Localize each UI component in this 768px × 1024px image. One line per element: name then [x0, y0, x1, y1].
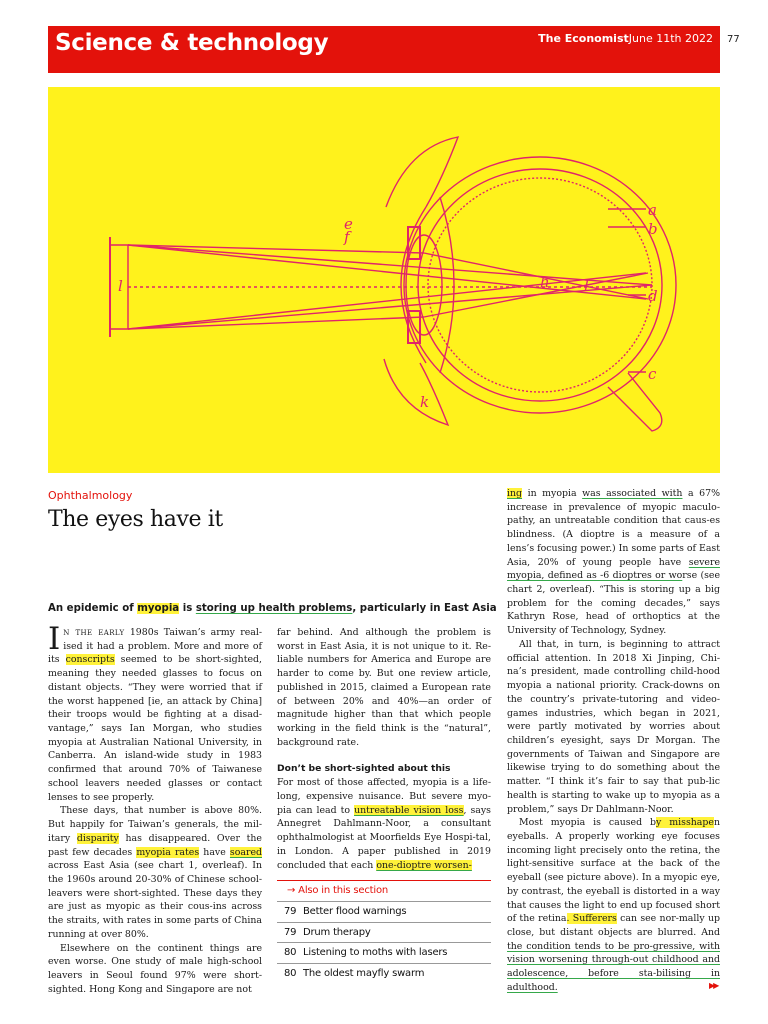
text-run: For most of those affected, myopia is a life-long, expensive nuisance. But severe myo-pia can lead to [277, 777, 491, 816]
label-e: e [344, 215, 353, 233]
highlighted-text: . Sufferers [566, 913, 617, 925]
page-number: 77 [727, 34, 740, 45]
highlighted-underlined-text: untreatable vision loss [354, 804, 464, 816]
text-run: 1980s Taiwan’s army real-ised it had a problem. More and more of its [48, 627, 262, 666]
paragraph-1-text [48, 621, 262, 803]
highlighted-text: myopia [137, 603, 180, 614]
text-run: These days, that number is above 80%. But happily for Taiwan’s generals, the mil-itary [48, 805, 262, 844]
paragraph-6 [507, 487, 720, 638]
publication-name: The Economist [538, 32, 629, 45]
article-headline: The eyes have it [48, 507, 223, 532]
article-column-1 [48, 621, 262, 996]
text-run: Most myopia is caused b [519, 817, 657, 829]
text-run: , particularly in East Asia [352, 603, 497, 614]
label-h: h [540, 273, 550, 291]
paragraph-2 [48, 804, 262, 941]
highlighted-text: conscripts [65, 654, 115, 666]
text-run: is [179, 603, 196, 614]
paragraph-1 [48, 621, 262, 804]
highlighted-text: y misshape [656, 817, 714, 829]
text-run: seemed to be short-sighted, meaning they needed glasses to focus on distant objects. “They were worried that if the worst happened [ie, an attack by China] their troops would be fighting at a disad-vantage,” says Ian Morgan, who studies myopia at Australian National University, in Canberra. An island-wide study in 1983 confirmed that around 70% of Taiwanese school leavers needed glasses or contact lenses to see properly. [48, 654, 262, 803]
text-run: All that, in turn, is beginning to attract official attention. In 2018 Xi Jinping, Chi-na’s president, made controlling child-hood myopia a national priority. Crack-downs on the country’s private-tutoring and video-games industries, which began in 2021, were partly motivated by worries about children’s eyesight, says Dr Morgan. The governments of Taiwan and Singapore are likewise trying to do something about the matter. “I think it’s fair to say that pub-lic health is starting to wake up to myopia as a problem,” says Dr Dahlmann-Noor. [507, 638, 720, 815]
highlighted-underlined-text: one-dioptre worsen- [376, 859, 472, 871]
section-link[interactable] [277, 902, 491, 923]
section-link-page: 80 [284, 947, 297, 958]
label-b: b [648, 220, 658, 238]
section-banner [48, 26, 720, 73]
issue-date: June 11th 2022 [628, 32, 713, 45]
publication-dateline [538, 32, 713, 45]
article-standfirst [48, 603, 497, 614]
section-link-page: 79 [284, 926, 297, 938]
paragraph-4 [277, 626, 491, 749]
article-column-2 [277, 626, 491, 872]
section-title: Science & technology [55, 30, 329, 56]
section-link-title: Drum therapy [303, 926, 371, 938]
underlined-text: the condition tends to be pro-gressive, with vision worsening through-out childhood and adolescence, before sta-bilising in adulthood. [507, 940, 720, 993]
label-c: c [648, 365, 657, 383]
text-run: An epidemic of [48, 603, 138, 614]
also-in-section-header [277, 880, 491, 902]
section-link-page: 79 [284, 906, 297, 917]
label-l-retina: l [584, 277, 589, 295]
text-run: Elsewhere on the continent things are even worse. One study of male high-school leavers in Seoul found 97% were short-sighted. Hong Kong and Singapore are not [48, 942, 262, 995]
cornea [401, 207, 426, 363]
label-l-object: l [118, 277, 123, 295]
section-link[interactable] [277, 943, 491, 964]
highlighted-text: myopia rates [136, 846, 200, 858]
paragraph-5 [277, 776, 491, 872]
section-link-title: Better flood warnings [303, 906, 407, 917]
also-in-section-title: Also in this section [298, 885, 389, 896]
text-run: , says Annegret Dahlmann-Noor, a consultant ophthalmologist at Moorfields Eye Hospi-tal, in London. A paper published in 2019 concluded that each [277, 804, 491, 871]
eyelid-bottom [384, 359, 448, 425]
text-run: can see nor-mally up close, but distant objects are blurred. And [507, 913, 720, 938]
underlined-text: severe myopia, defined as -6 dioptres or wo [507, 556, 720, 582]
drop-cap: I [48, 621, 61, 657]
also-in-section-box [277, 880, 491, 984]
section-link[interactable] [277, 923, 491, 944]
arrow-right-icon: → [287, 885, 299, 896]
continued-arrow-icon: ▶▶ [709, 981, 718, 990]
paragraph-7 [507, 638, 720, 816]
underlined-text: was associated with [582, 488, 683, 499]
text-run: across East Asia (see chart 1, overleaf). In the 1960s around 20-30% of Chinese school-leavers were short-sighted. These days they are just as myopic as their cous-ins across the straits, with rates in some parts of China running at over 80%. [48, 860, 262, 940]
label-a: a [648, 201, 657, 219]
highlighted-underlined-text: soared [229, 846, 262, 858]
text-run: far behind. And although the problem is worst in East Asia, it is not unique to it. Re-liable numbers for America and Europe are harder to come by. But one review article, published in 2015, claimed a European rate of between 20% and 40%—an order of magnitude higher than that which people working in the field think is the “natural”, background rate. [277, 627, 491, 748]
label-k: k [420, 393, 430, 411]
text-run: a 67% increase in prevalence of myopic maculo-pathy, an untreatable condition that caus-es blindness. (A dioptre is a measure of a lens’s focusing power.) In some parts of East Asia, 20% of young people have [507, 488, 721, 568]
text-run: rse (see chart 2, overleaf). “This is storing up a big problem for the coming decades,” says Kathryn Rose, head of orthoptics at the University of Technology, Sydney. [507, 570, 721, 637]
article-subhead: Don’t be short-sighted about this [277, 763, 451, 775]
text-run: in myopia [522, 488, 583, 499]
highlighted-text: disparity [76, 832, 119, 844]
article-rubric: Ophthalmology [48, 489, 133, 502]
paragraph-8 [507, 816, 720, 994]
section-link-title: The oldest mayfly swarm [303, 967, 425, 979]
section-link-page: 80 [284, 967, 297, 979]
eye-diagram [48, 87, 720, 473]
label-f: f [344, 228, 350, 246]
text-run: has disappeared. Over the past few decades [48, 832, 262, 858]
label-d: d [648, 287, 658, 305]
paragraph-3 [48, 942, 262, 997]
text-run: n eyeballs. A properly working eye focuses incoming light precisely onto the retina, the light-sensitive surface at the back of the eyeball (see picture above). In a myopic eye, by contrast, the eyeball is distorted in a way that causes the light to end up focused short of the retina [507, 817, 720, 925]
section-link-title: Listening to moths with lasers [303, 947, 448, 958]
underlined-text: storing up health problems [195, 603, 353, 614]
highlighted-underlined-text: ing [507, 488, 523, 499]
eyelid-top [386, 137, 458, 207]
eye-anatomy-illustration [48, 87, 720, 473]
article-column-3 [507, 487, 720, 995]
lead-in-caps: n the early [63, 627, 125, 638]
text-run: have [199, 846, 230, 858]
section-link[interactable] [277, 964, 491, 985]
